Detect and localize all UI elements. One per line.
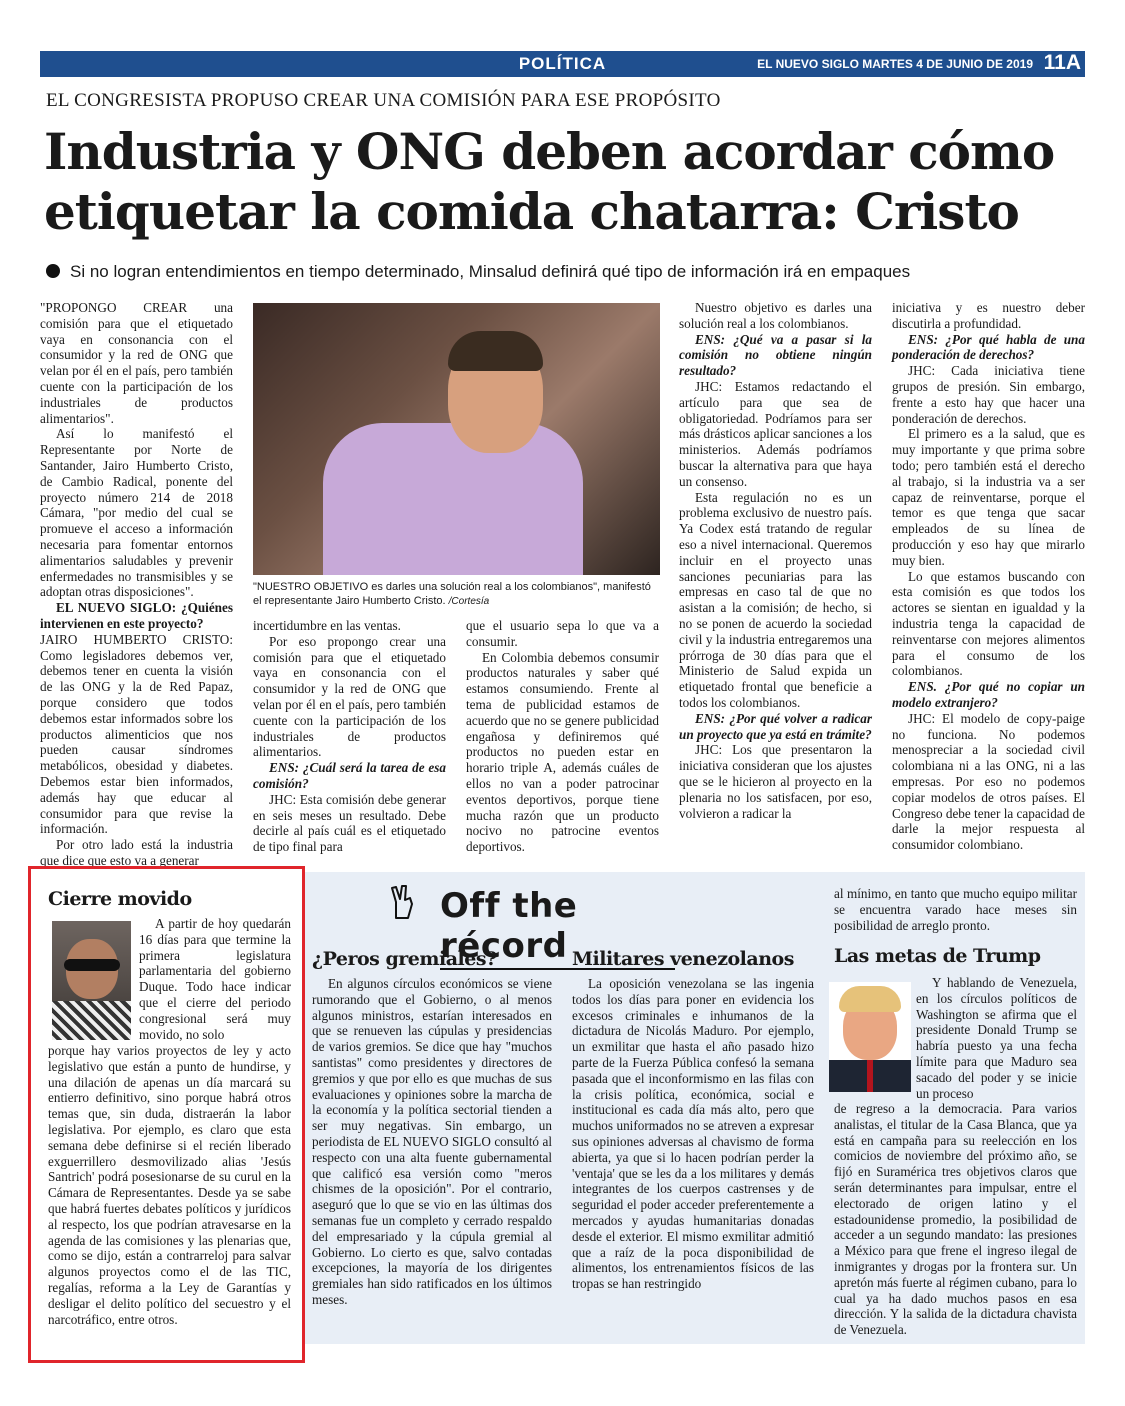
section-name: POLÍTICA — [518, 54, 607, 73]
article-column-3 — [466, 618, 659, 855]
victory-hand-icon — [388, 884, 418, 920]
politician-portrait — [52, 921, 131, 1040]
subhead-text: Si no logran entendimientos en tiempo determinado, Minsalud definirá qué tipo de información irá en empaques — [70, 262, 911, 281]
paragraph: El primero es a la salud, que es muy importante y que prima sobre todo; pero también está el derecho al trabajo, si la industria va a ser capaz de reinventarse, porque el temor es que tenga que sacar empleados de su línea de producción y eso hay que mirarlo muy bien. — [892, 426, 1085, 568]
article-column-2 — [253, 618, 446, 855]
photo-hair — [448, 331, 543, 371]
caption-text: "NUESTRO OBJETIVO es darles una solución real a los colombianos", manifestó el representante Jairo Humberto Cristo. — [253, 581, 651, 607]
photo-figure — [323, 423, 583, 575]
cierre-intro — [139, 916, 291, 1042]
answer: JHC: Estamos redactando el artículo para que sea de obligatoriedad. Podríamos para ser más drásticos aplicar sanciones a los ministerios. Además podríamos buscar la alternativa para que haya un consenso. — [679, 378, 872, 489]
answer: JHC: Esta comisión debe generar en seis meses un resultado. Debe decirle al país cuál es el etiquetado de tipo final para — [253, 791, 446, 855]
paragraph: A partir de hoy quedarán 16 días para que termine la primera legislatura parlamentaria del gobierno Duque. Todo hace indicar que el cierre del periodo congresional será muy movido, no solo — [139, 916, 291, 1042]
photo-caption — [253, 580, 660, 609]
portrait-tie — [867, 1060, 873, 1092]
answer: JHC: Los que presentaron la iniciativa consideran que los ajustes que se le hicieron al proyecto en la plenaria no los satisfacen, por eso, volvieron a radicar la — [679, 742, 872, 821]
question: ENS: ¿Qué va a pasar si la comisión no obtiene ningún resultado? — [679, 331, 872, 379]
paragraph: La oposición venezolana se las ingenia todos los días para poner en evidencia los excesos criminales e inhumanos de la dictadura de Nicolás Maduro. Por ejemplo, un exmilitar que hasta el año pasado hizo parte de la Fuerza Pública confesó la semana pasada que el inconformismo en las filas con la crisis política, económica, social e institucional es cada día más alto, pero que muchos uniformados no se atreven a expresar sus opiniones adversas al chavismo de forma abierta, ya que si lo hacen podrían perder la 'ventaja' que se les da a los militares y demás integrantes de los cuerpos castrenses y de seguridad el poder acceder preferentemente a mercados y ayudas humanitarias donadas desde el exterior. El mismo exmilitar admitió que a raíz de la poca disponibilidad de alimentos, los entrenamientos físicos de las tropas se han restringido — [572, 976, 814, 1292]
section-header-bar — [40, 51, 1085, 77]
paragraph: Lo que estamos buscando con esta comisión es que todos los actores se sientan en igualdad y la industria tenga la capacidad de reinventarse con mejores alimentos para el consumo de los colombianos. — [892, 568, 1085, 679]
paragraph: "PROPONGO CREAR una comisión para que el etiquetado vaya en consonancia con el consumidor y la red de ONG que velan por él en el país, pero también cuente con la participación de los industriales de productos alimentarios". — [40, 300, 233, 426]
off-the-record-title: Off the récord — [440, 886, 675, 970]
portrait-scarf — [52, 1001, 131, 1040]
trump-portrait — [829, 982, 911, 1092]
metas-de-trump-title: Las metas de Trump — [834, 945, 1041, 967]
article-column-1 — [40, 300, 233, 869]
paragraph: Y hablando de Venezuela, en los círculos políticos de Washington se afirma que el presidente Donald Trump se habría puesto ya una fecha límite para que Maduro sea sacado del poder y se inicie un proceso — [916, 975, 1077, 1101]
question: EL NUEVO SIGLO: ¿Quiénes intervienen en este proyecto? — [40, 600, 233, 631]
militares-venezolanos-body — [572, 976, 814, 1292]
article-column-5 — [892, 300, 1085, 853]
paragraph: Por eso propongo crear una comisión para que el etiquetado vaya en consonancia con el consumidor y la red de ONG que velan por él en el país, pero también cuente con la participación de los industriales de productos alimentarios. — [253, 633, 446, 760]
bullet-icon — [46, 264, 60, 278]
peros-gremiales-title: ¿Peros gremiales? — [312, 948, 497, 970]
paper-date: EL NUEVO SIGLO MARTES 4 DE JUNIO DE 2019 — [757, 57, 1033, 71]
paragraph: incertidumbre en las ventas. — [253, 618, 401, 633]
paragraph: Así lo manifestó el Representante por Norte de Santander, Jairo Humberto Cristo, de Cambio Radical, ponente del proyecto número 214 de 2018 Cámara, "por medio del cual se promueve el acceso a información necesaria para fomentar entornos alimentarios saludables y prevenir enfermedades no transmisibles y se adoptan otras disposiciones". — [40, 426, 233, 600]
article-photo — [253, 303, 660, 575]
answer: JAIRO HUMBERTO CRISTO: Como legisladores debemos ver, debemos tener en cuenta la visión de las ONG y la de Red Papaz, porque considero que todos debemos estar informados sobre los productos alimenticios que nos pueden causar síndromes metabólicos, obesidad y diabetes. Debemos estar bien informados, además hay que educar al consumidor para que revise la información. — [40, 631, 233, 837]
cierre-body — [48, 1043, 291, 1327]
paragraph: de regreso a la democracia. Para varios analistas, el titular de la Casa Blanca, que ya está en campaña para su reelección en los comicios de noviembre del próximo año, se fijó en Suramérica tres objetivos claros que serán determinantes para impulsar, entre el electorado de origen latino y el estadounidense promedio, la posibilidad de acceder a un segundo mandato: las presiones a México para que frene el ingreso ilegal de inmigrantes y drogas por la frontera sur. Un apretón más fuerte al régimen cubano, para lo cual ya ha dado muchos pasos en esa dirección. Y la salida de la dictadura chavista de Venezuela. — [834, 1101, 1077, 1338]
caption-credit: /Cortesía — [448, 596, 490, 607]
article-column-4 — [679, 300, 872, 821]
paragraph: al mínimo, en tanto que mucho equipo militar se encuentra varado hace meses sin posibilidad de arreglo pronto. — [834, 886, 1077, 933]
article-headline — [44, 122, 1084, 242]
article-subhead — [46, 262, 910, 282]
trump-body — [834, 1101, 1077, 1338]
militares-continued — [834, 886, 1077, 933]
cierre-title: Cierre movido — [48, 888, 192, 910]
peros-gremiales-body — [312, 976, 552, 1308]
paragraph: porque hay varios proyectos de ley y acto legislativo que están a punto de hundirse, y una dilación de apenas un día marcará su entierro definitivo, sino porque habrá otros temas que, sin duda, distraerán la labor legislativa. Por ejemplo, es claro que esta semana debe definirse si el recién liberado exguerrillero desmovilizado alias 'Jesús Santrich' podrá posesionarse de su curul en la Cámara de Representantes. Desde ya se sabe que habrá fuertes debates políticos y jurídicos al respecto, los que podrían atravesarse en la agenda de las comisiones y las plenarias que, como se dijo, están a contrarreloj para salvar algunos proyectos como el de las TIC, regalías, reforma a la Ley de Garantías y desligar el delito político del secuestro y el narcotráfico, entre otros. — [48, 1043, 291, 1327]
answer: JHC: Cada iniciativa tiene grupos de presión. Sin embargo, frente a esto hay que hacer una ponderación de derechos. — [892, 363, 1085, 426]
question: ENS: ¿Por qué volver a radicar un proyecto que ya está en trámite? — [679, 710, 872, 742]
paragraph: que el usuario sepa lo que va a consumir. — [466, 618, 659, 649]
trump-intro — [916, 975, 1077, 1101]
portrait-glasses — [64, 959, 120, 971]
question: ENS. ¿Por qué no copiar un modelo extranjero? — [892, 679, 1085, 710]
answer: JHC: El modelo de copy-paige no funciona. No podemos menospreciar a la sociedad civil colombiana ni a las ONG, ni a las empresas. Por eso no podemos copiar modelos de otros países. El Congreso debe tener la capacidad de darle la mejor respuesta al consumidor colombiano. — [892, 710, 1085, 853]
page-number: 11A — [1043, 51, 1081, 74]
paragraph: En algunos círculos económicos se viene rumorando que el Gobierno, o al menos algunos ministros, estarían interesados en que se renueven las cúpulas y presidencias de varios gremios. Se dice que hay "muchos santistas" como presidentes y directores de gremios y que por ello es que muchas de sus evaluaciones y opiniones sobre la marcha de la economía y la política sectorial tienden a ser muy negativas. Sin embargo, un periodista de EL NUEVO SIGLO consultó al respecto con una alta fuente gubernamental que calificó esa versión como "meros chismes de la oposición". Por el contrario, aseguró que lo que se vio en las últimas dos semanas fue un completo y cerrado respaldo del empresariado y la cúpula gremial al Gobierno. Lo cierto es que, salvo contadas excepciones, la mayoría de los dirigentes gremiales han sido ratificados en los últimos meses. — [312, 976, 552, 1307]
paragraph: Por otro lado está la industria que dice que esto va a generar — [40, 837, 233, 868]
article-kicker: EL CONGRESISTA PROPUSO CREAR UNA COMISIÓN PARA ESE PROPÓSITO — [46, 90, 721, 111]
paragraph: En Colombia debemos consumir productos naturales y saber qué estamos consumiendo. Frente al tema de publicidad estamos de acuerdo que no se genere publicidad engañosa y definiremos qué productos no pueden estar en horario triple A, además cuáles de ellos no van a poder patrocinar eventos deportivos, porque tiene mucha razón que un producto nocivo no patrocine eventos deportivos. — [466, 649, 659, 855]
portrait-hair — [839, 986, 901, 1012]
paragraph: iniciativa y es nuestro deber discutirla a profundidad. — [892, 300, 1085, 331]
question: ENS: ¿Cuál será la tarea de esa comisión? — [253, 760, 446, 791]
headline-line-2: etiquetar la comida chatarra: Cristo — [44, 182, 1019, 241]
militares-venezolanos-title: Militares venezolanos — [572, 948, 794, 970]
headline-line-1: Industria y ONG deben acordar cómo — [44, 122, 1055, 181]
paragraph: Esta regulación no es un problema exclusivo de nuestro país. Ya Codex está tratando de regular eso a nivel internacional. Queremos incluir en el proyecto unas sanciones pecuniarias para las empresas en caso tal de que no asistan a la comisión; de hecho, si no se ponen de acuerdo la sociedad civil y la industria entregaremos una prórroga de 30 días para que el Ministerio de Salud expida un etiquetado frontal que beneficie a todos los colombianos. — [679, 489, 872, 710]
question: ENS: ¿Por qué habla de una ponderación de derechos? — [892, 331, 1085, 363]
paragraph: Nuestro objetivo es darles una solución real a los colombianos. — [679, 300, 872, 331]
